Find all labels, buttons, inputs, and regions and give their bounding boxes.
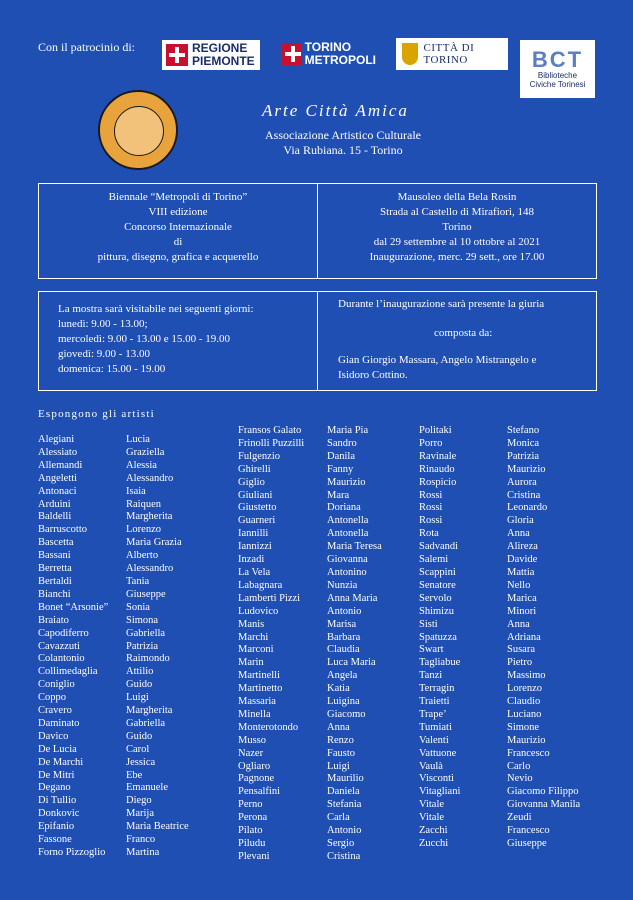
artist-entry: Maria Teresa xyxy=(327,541,382,553)
artist-entry: Luciano xyxy=(507,708,542,720)
torino-metropoli-logo xyxy=(278,38,376,70)
artist-entry: Coniglio xyxy=(38,679,75,691)
artist-entry: Angela xyxy=(327,670,358,682)
artist-entry: Cravero xyxy=(38,705,72,717)
association-title: Arte Città Amica xyxy=(262,101,409,120)
artist-entry: Bonet “Arsonie” xyxy=(38,601,109,613)
artist-entry: Daniela xyxy=(327,786,360,798)
artist-entry: Salemi xyxy=(419,554,449,566)
bct-line-2: Civiche Torinesi xyxy=(529,80,586,89)
artist-entry: Perona xyxy=(238,812,268,824)
artist-entry: Maurizio xyxy=(507,463,546,475)
artist-entry: Guido xyxy=(126,730,153,742)
artist-entry: Minori xyxy=(507,605,537,617)
artist-entry: Mara xyxy=(327,489,350,501)
artist-entry: Raimondo xyxy=(126,653,170,665)
venue-line: Mausoleo della Bela Rosin xyxy=(397,191,517,203)
artist-entry: Musso xyxy=(238,734,267,746)
artist-entry: Alessiato xyxy=(38,446,78,458)
artist-entry: Luigi xyxy=(126,692,149,704)
artist-entry: Coppo xyxy=(38,692,67,704)
biblioteche-civiche-logo xyxy=(520,40,595,98)
artist-entry: Rossi xyxy=(419,489,443,501)
artist-entry: Maria Pia xyxy=(327,425,369,436)
artist-entry: Ravinale xyxy=(419,450,457,462)
artist-entry: Rinaudo xyxy=(419,463,455,475)
artist-entry: Tumiati xyxy=(419,721,452,733)
artist-entry: Pagnone xyxy=(238,773,275,785)
artist-entry: Antonella xyxy=(327,515,369,527)
artist-entry: Anna xyxy=(327,721,350,733)
artist-entry: Alberto xyxy=(126,550,159,562)
artist-entry: Pilato xyxy=(238,825,263,837)
artist-entry: Cristina xyxy=(327,850,361,862)
artist-entry: Tanzi xyxy=(419,670,443,682)
artist-entry: Davide xyxy=(507,554,538,566)
venue-line: Inaugurazione, merc. 29 sett., ore 17.00 xyxy=(369,251,545,263)
artist-entry: Donkovic xyxy=(38,808,80,820)
artist-entry: Rota xyxy=(419,528,439,540)
artist-entry: Davico xyxy=(38,730,69,742)
artist-entry: Giuseppe xyxy=(507,838,547,849)
artist-entry: Alessandro xyxy=(126,563,174,575)
artist-entry: Fanny xyxy=(327,463,354,475)
artist-entry: Zucchi xyxy=(419,838,449,849)
artist-entry: Maurizio xyxy=(327,476,366,488)
artists-surnames-col-3 xyxy=(419,425,460,851)
artist-entry: Cristina xyxy=(507,489,541,501)
artist-entry: Forno Pizzoglio xyxy=(38,847,106,858)
artist-entry: Bertaldi xyxy=(38,575,72,587)
artist-entry: Epifanio xyxy=(38,821,75,833)
association-line: Via Rubiana. 15 - Torino xyxy=(283,143,403,157)
schedule-line: domenica: 15.00 - 19.00 xyxy=(58,363,166,375)
artist-entry: Iannizzi xyxy=(238,541,272,553)
artist-entry: Nello xyxy=(507,579,531,591)
artist-entry: Adriana xyxy=(507,631,541,643)
artist-entry: Sisti xyxy=(419,618,438,630)
artist-entry: Patrizia xyxy=(507,450,540,462)
artist-entry: Giuseppe xyxy=(126,588,166,600)
artist-entry: Giacomo Filippo xyxy=(507,786,579,798)
artist-entry: Lamberti Pizzi xyxy=(238,592,301,604)
artist-entry: Lorenzo xyxy=(126,524,161,536)
artist-entry: Swart xyxy=(419,644,444,656)
event-box xyxy=(38,183,318,279)
artist-entry: Giacomo xyxy=(327,708,366,720)
schedule-line: giovedì: 9.00 - 13.00 xyxy=(58,348,150,360)
artist-entry: Aurora xyxy=(507,476,537,488)
artist-entry: Mattia xyxy=(507,566,535,578)
artist-entry: Antonaci xyxy=(38,485,77,497)
artist-entry: Maria Beatrice xyxy=(126,821,189,833)
artist-entry: Maria Grazia xyxy=(126,537,182,549)
association-info xyxy=(258,128,428,158)
schedule-line: lunedì: 9.00 - 13.00; xyxy=(58,318,148,330)
artist-entry: Simona xyxy=(126,614,159,626)
event-line: Concorso Internazionale xyxy=(124,221,232,233)
artist-entry: Francesco xyxy=(507,747,550,759)
artist-entry: Bascetta xyxy=(38,537,74,549)
artist-entry: Ebe xyxy=(126,769,143,781)
artist-entry: Martinelli xyxy=(238,670,280,682)
artist-entry: Tania xyxy=(126,575,150,587)
artist-entry: Martina xyxy=(126,847,160,858)
schedule-line: La mostra sarà visitabile nei seguenti giorni: xyxy=(58,303,254,315)
artist-entry: Marisa xyxy=(327,618,357,630)
artist-entry: Anna xyxy=(507,528,530,540)
artist-entry: Giglio xyxy=(238,476,265,488)
artist-entry: Labagnara xyxy=(238,579,283,591)
artist-entry: Maurilio xyxy=(327,773,364,785)
artist-entry: Stefania xyxy=(327,799,362,811)
artist-entry: Vitale xyxy=(419,812,445,824)
jury-box xyxy=(317,291,597,391)
artist-entry: Emanuele xyxy=(126,782,168,794)
artist-entry: Nunzia xyxy=(327,579,358,591)
artist-entry: Vattuone xyxy=(419,747,457,759)
artist-entry: Daminato xyxy=(38,717,80,729)
artist-entry: Nevio xyxy=(507,773,533,785)
artist-entry: Marica xyxy=(507,592,537,604)
artist-entry: Visconti xyxy=(419,773,454,785)
artist-entry: Ogliaro xyxy=(238,760,271,772)
artist-entry: De Marchi xyxy=(38,756,84,768)
artist-entry: Giovanna xyxy=(327,554,368,566)
artist-entry: Minella xyxy=(238,708,271,720)
artist-entry: Pietro xyxy=(507,657,533,669)
artist-entry: Claudia xyxy=(327,644,360,656)
artist-entry: Iannilli xyxy=(238,528,269,540)
artist-entry: Alegiani xyxy=(38,434,75,445)
artist-entry: De Lucia xyxy=(38,743,77,755)
artist-entry: Alessia xyxy=(126,459,157,471)
artist-entry: Luca Maria xyxy=(327,657,376,669)
artist-entry: Alireza xyxy=(507,541,538,553)
venue-line: Strada al Castello di Mirafiori, 148 xyxy=(380,206,534,218)
event-line: Biennale “Metropoli di Torino” xyxy=(108,191,248,203)
schedule-line: mercoledì: 9.00 - 13.00 e 15.00 - 19.00 xyxy=(58,333,230,345)
torino-cross-icon xyxy=(282,43,301,65)
artist-entry: Zeudi xyxy=(507,812,532,824)
artist-entry: Antonio xyxy=(327,605,362,617)
artist-entry: Leonardo xyxy=(507,502,548,514)
artist-entry: Rossi xyxy=(419,502,443,514)
piedmont-flag-icon xyxy=(166,44,188,66)
association-line: Associazione Artistico Culturale xyxy=(265,128,421,142)
artist-entry: Alessandro xyxy=(126,472,174,484)
hand-drawing-icon xyxy=(114,106,164,156)
artist-entry: Giuliani xyxy=(238,489,273,501)
artist-entry: Traietti xyxy=(419,696,450,708)
artist-entry: Angeletti xyxy=(38,472,78,484)
artist-entry: Maurizio xyxy=(507,734,546,746)
artist-entry: Terragin xyxy=(419,683,455,695)
venue-line: dal 29 settembre al 10 ottobre al 2021 xyxy=(373,236,541,248)
artist-entry: Zacchi xyxy=(419,825,448,837)
artist-entry: Doriana xyxy=(327,502,361,514)
artist-entry: Pensalfini xyxy=(238,786,280,798)
artist-entry: Servolo xyxy=(419,592,452,604)
artist-entry: Perno xyxy=(238,799,263,811)
artist-entry: Claudio xyxy=(507,696,541,708)
artist-entry: Manis xyxy=(238,618,265,630)
artist-entry: Carla xyxy=(327,812,350,824)
artist-entry: Scappini xyxy=(419,566,456,578)
artist-entry: Arduini xyxy=(38,498,71,510)
artist-entry: Patrizia xyxy=(126,640,159,652)
patrocinio-label: Con il patrocinio di: xyxy=(38,40,135,54)
artist-entry: Anna xyxy=(507,618,530,630)
artist-entry: Isaia xyxy=(126,485,146,497)
torino-shield-icon xyxy=(402,43,418,65)
artist-entry: Diego xyxy=(126,795,152,807)
artist-entry: Martinetto xyxy=(238,683,283,695)
artist-entry: Francesco xyxy=(507,825,550,837)
artist-entry: Carlo xyxy=(507,760,531,772)
artist-entry: Sonia xyxy=(126,601,150,613)
artist-entry: De Mitri xyxy=(38,769,75,781)
artists-names-col-3 xyxy=(507,425,580,851)
artist-entry: Spatuzza xyxy=(419,631,457,643)
event-line: pittura, disegno, grafica e acquerello xyxy=(97,251,259,263)
artist-entry: Lucia xyxy=(126,434,150,445)
artist-entry: Collimedaglia xyxy=(38,666,98,678)
artist-entry: Massimo xyxy=(507,670,546,682)
artist-entry: Fausto xyxy=(327,747,356,759)
artist-entry: Marconi xyxy=(238,644,274,656)
artist-entry: Antonio xyxy=(327,825,362,837)
jury-intro: Durante l’inaugurazione sarà presente la giuria xyxy=(338,298,545,310)
artist-entry: Plevani xyxy=(238,850,270,862)
artists-names-col-2 xyxy=(327,425,382,864)
artist-entry: Danila xyxy=(327,450,355,462)
artist-entry: Monterotondo xyxy=(238,721,299,733)
artist-entry: Guido xyxy=(126,679,153,691)
artist-entry: Marin xyxy=(238,657,264,669)
artist-entry: Rossi xyxy=(419,515,443,527)
association-emblem xyxy=(98,90,178,170)
artist-entry: Raiquen xyxy=(126,498,161,510)
artist-entry: Renzo xyxy=(327,734,354,746)
artist-entry: Lorenzo xyxy=(507,683,542,695)
artist-entry: Nazer xyxy=(238,747,264,759)
artist-entry: Massaria xyxy=(238,696,276,708)
artist-entry: Gabriella xyxy=(126,717,166,729)
artist-entry: Bianchi xyxy=(38,588,71,600)
artists-surnames-col-2 xyxy=(238,425,304,864)
artist-entry: Vaulà xyxy=(419,760,443,772)
artists-heading: Espongono gli artisti xyxy=(38,408,155,420)
artist-entry: Cavazzuti xyxy=(38,640,80,652)
artist-entry: Barbara xyxy=(327,631,361,643)
artist-entry: Fulgenzio xyxy=(238,450,280,462)
event-line: VIII edizione xyxy=(148,206,208,218)
artist-entry: Braiato xyxy=(38,614,69,626)
artist-entry: Gloria xyxy=(507,515,534,527)
schedule-box xyxy=(38,291,318,391)
regione-piemonte-logo xyxy=(162,40,260,70)
artist-entry: Shimizu xyxy=(419,605,455,617)
artist-entry: Marija xyxy=(126,808,154,820)
artist-entry: Antonino xyxy=(327,566,367,578)
artist-entry: Fransos Galato xyxy=(238,425,302,436)
artist-entry: Sergio xyxy=(327,838,355,849)
event-line: di xyxy=(173,236,183,248)
artists-surnames-col-1 xyxy=(38,434,108,860)
jury-composta: composta da: xyxy=(434,327,493,339)
artist-entry: Bassani xyxy=(38,550,71,562)
artist-entry: Tagliabue xyxy=(419,657,461,669)
artist-entry: Degano xyxy=(38,782,71,794)
artist-entry: Carol xyxy=(126,743,150,755)
artist-entry: Katia xyxy=(327,683,350,695)
artist-entry: Inzadi xyxy=(238,554,265,566)
artist-entry: Piludu xyxy=(238,838,266,849)
artist-entry: Politaki xyxy=(419,425,452,436)
bct-line-1: Biblioteche xyxy=(537,71,578,80)
artist-entry: Di Tullio xyxy=(38,795,77,807)
artist-entry: Giovanna Manila xyxy=(507,799,581,811)
venue-box xyxy=(317,183,597,279)
artist-entry: Graziella xyxy=(126,446,165,458)
regione-logo-line-1: REGIONE xyxy=(192,41,248,55)
artist-entry: Margherita xyxy=(126,511,173,523)
artist-entry: Attilio xyxy=(126,666,154,678)
bct-mark: BCT xyxy=(531,47,584,72)
torino-logo-line-1: TORINO xyxy=(304,40,352,54)
artist-entry: Anna Maria xyxy=(327,592,378,604)
artist-entry: Marchi xyxy=(238,631,269,643)
artist-entry: Capodiferro xyxy=(38,627,89,639)
artist-entry: Ludovico xyxy=(238,605,279,617)
artist-entry: Sandro xyxy=(327,437,357,449)
artist-entry: Guarneri xyxy=(238,515,276,527)
artist-entry: Barruscotto xyxy=(38,524,87,536)
artist-entry: Porro xyxy=(419,437,443,449)
artist-entry: Stefano xyxy=(507,425,540,436)
venue-line: Torino xyxy=(442,221,472,233)
artist-entry: Jessica xyxy=(126,756,156,768)
artist-entry: Allemandi xyxy=(38,459,83,471)
artists-names-col-1 xyxy=(126,434,189,860)
citta-logo-text: CITTÀ DI TORINO xyxy=(423,42,475,66)
artist-entry: Vitagliani xyxy=(419,786,461,798)
jury-names-line: Isidoro Cottino. xyxy=(338,369,408,381)
artist-entry: Vitale xyxy=(419,799,445,811)
artist-entry: Sadvandi xyxy=(419,541,459,553)
artist-entry: Valenti xyxy=(419,734,449,746)
artist-entry: La Vela xyxy=(238,566,271,578)
artist-entry: Senatore xyxy=(419,579,456,591)
artist-entry: Trape’ xyxy=(419,708,447,720)
regione-logo-line-2: PIEMONTE xyxy=(192,54,255,68)
artist-entry: Colantonio xyxy=(38,653,85,665)
artist-entry: Antonella xyxy=(327,528,369,540)
artist-entry: Simone xyxy=(507,721,540,733)
artist-entry: Franco xyxy=(126,834,156,846)
artist-entry: Gabriella xyxy=(126,627,166,639)
artist-entry: Luigi xyxy=(327,760,350,772)
artist-entry: Susara xyxy=(507,644,535,656)
artist-entry: Monica xyxy=(507,437,540,449)
artist-entry: Margherita xyxy=(126,705,173,717)
artist-entry: Frinolli Puzzilli xyxy=(238,437,305,449)
artist-entry: Baldelli xyxy=(38,511,72,523)
artist-entry: Giustetto xyxy=(238,502,277,514)
artist-entry: Fassone xyxy=(38,834,72,846)
artist-entry: Rospicio xyxy=(419,476,457,488)
torino-logo-line-2: METROPOLI xyxy=(304,53,376,67)
jury-names-line: Gian Giorgio Massara, Angelo Mistrangelo e xyxy=(338,354,537,366)
artist-entry: Ghirelli xyxy=(238,463,271,475)
artist-entry: Luigina xyxy=(327,696,360,708)
artist-entry: Berretta xyxy=(38,563,72,575)
citta-di-torino-logo xyxy=(396,38,508,70)
